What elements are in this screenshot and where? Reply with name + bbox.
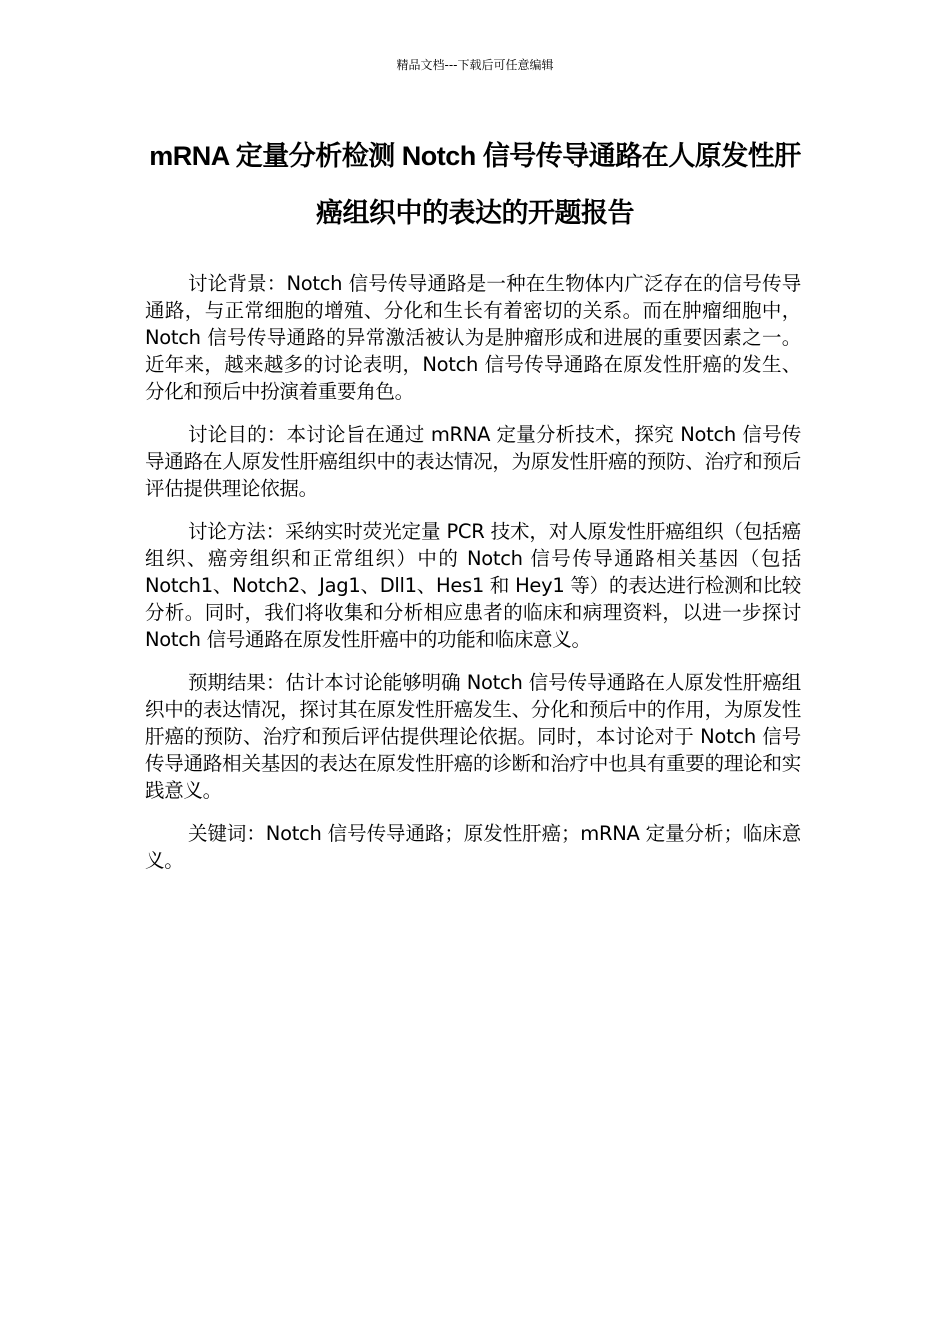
background-paragraph: 讨论背景：Notch 信号传导通路是一种在生物体内广泛存在的信号传导通路，与正常细胞的增殖、分化和生长有着密切的关系。而在肿瘤细胞中，Notch 信号传导通路的异常激活被认为是肿瘤形成和进展的重要因素之一。近年来，越来越多的讨论表明，Notch 信号传导通路在原发性肝癌的发生、分化和预后中扮演着重要角色。 <box>145 272 801 403</box>
methods-paragraph: 讨论方法：采纳实时荧光定量 PCR 技术，对人原发性肝癌组织（包括癌组织、癌旁组织和正常组织）中的 Notch 信号传导通路相关基因（包括 Notch1、Notch2、Jag1、Dll1、Hes1 和 Hey1 等）的表达进行检测和比较分析。同时，我们将收集和分析相应患者的临床和病理资料，以进一步探讨 Notch 信号通路在原发性肝癌中的功能和临床意义。 <box>145 520 801 651</box>
document-title: mRNA 定量分析检测 Notch 信号传导通路在人原发性肝癌组织中的表达的开题报告 <box>149 141 801 228</box>
keywords-paragraph: 关键词：Notch 信号传导通路；原发性肝癌；mRNA 定量分析；临床意义。 <box>145 822 801 872</box>
document-body <box>145 270 801 890</box>
purpose-paragraph: 讨论目的：本讨论旨在通过 mRNA 定量分析技术，探究 Notch 信号传导通路在人原发性肝癌组织中的表达情况，为原发性肝癌的预防、治疗和预后评估提供理论依据。 <box>145 423 801 500</box>
page-header-note: 精品文档---下载后可任意编辑 <box>396 58 554 72</box>
expected-results-paragraph: 预期结果：估计本讨论能够明确 Notch 信号传导通路在人原发性肝癌组织中的表达情况，探讨其在原发性肝癌发生、分化和预后中的作用，为原发性肝癌的预防、治疗和预后评估提供理论依据。同时，本讨论对于 Notch 信号传导通路相关基因的表达在原发性肝癌的诊断和治疗中也具有重要的理论和实践意义。 <box>145 671 801 802</box>
